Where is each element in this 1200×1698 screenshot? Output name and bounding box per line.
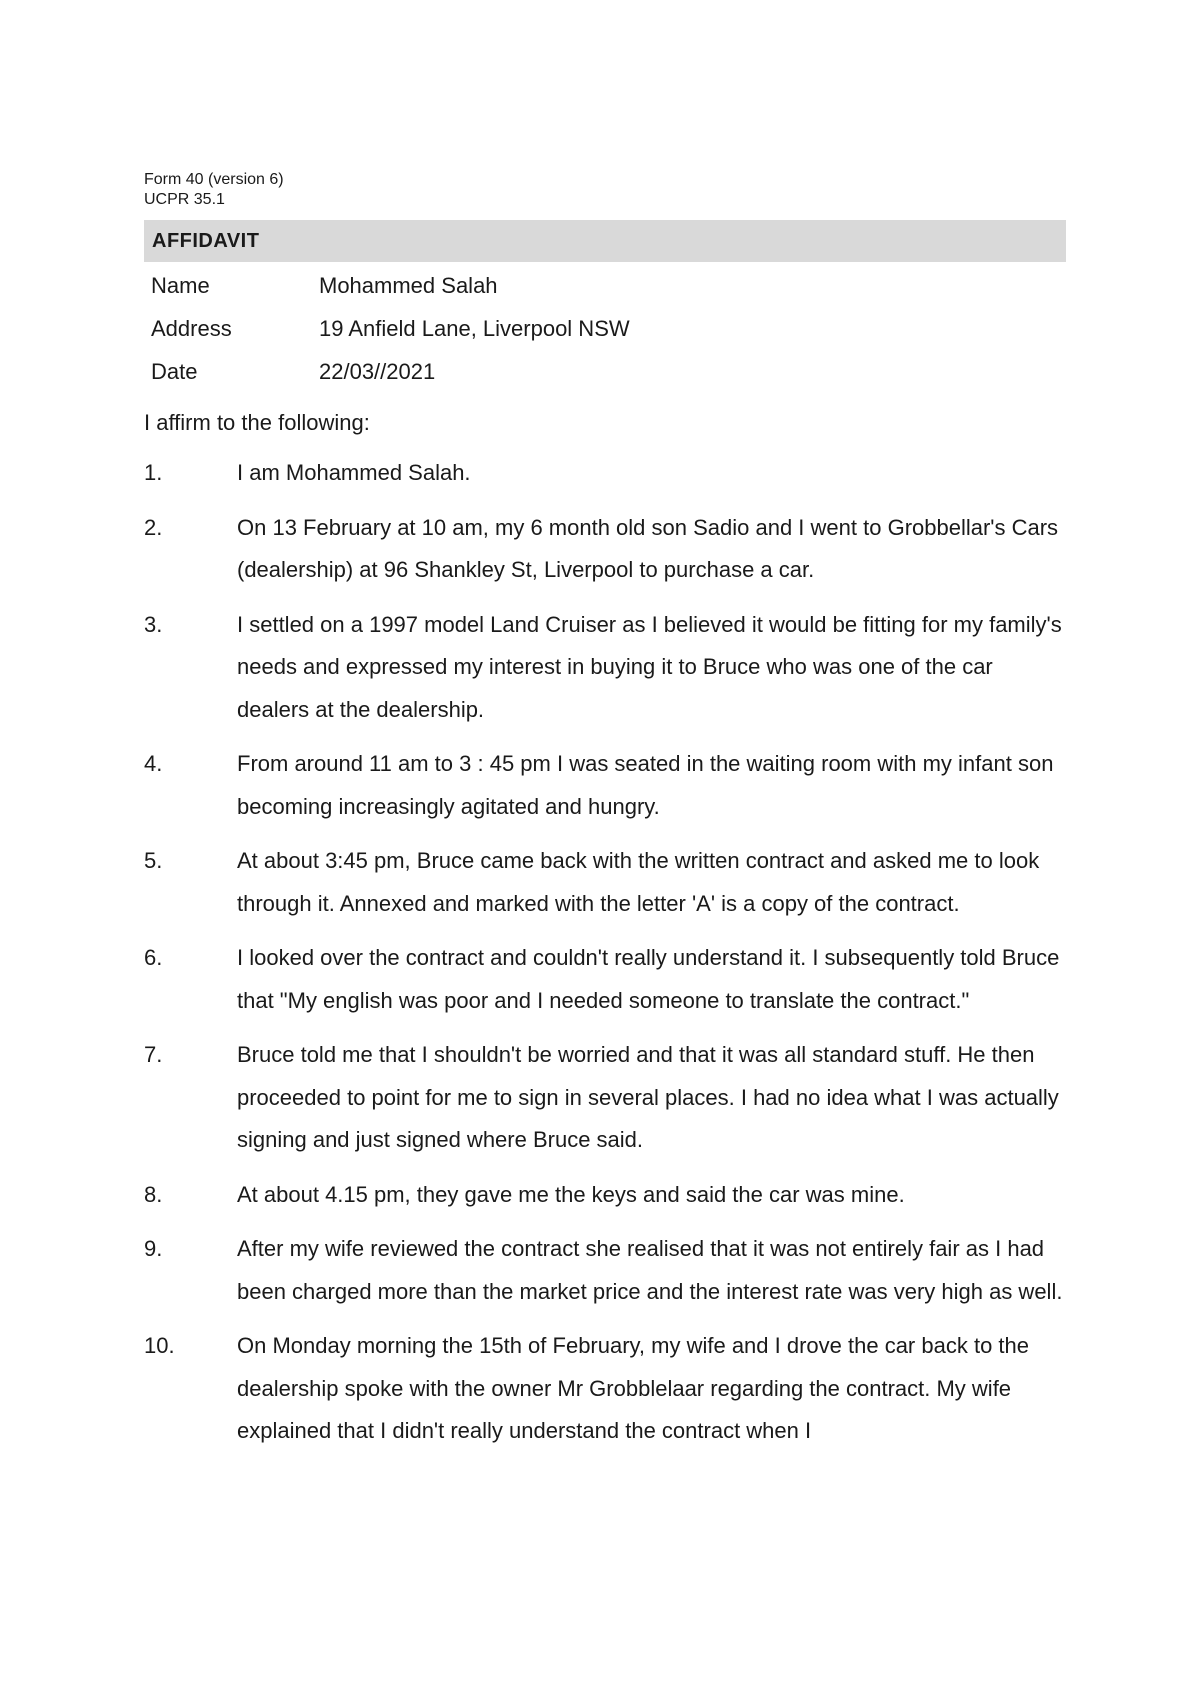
paragraph-number: 6. <box>144 945 163 970</box>
detail-label: Name <box>151 273 210 298</box>
detail-row-date <box>151 350 630 393</box>
numbered-paragraphs <box>144 452 1069 1465</box>
paragraph <box>144 840 1069 925</box>
paragraph <box>144 1034 1069 1162</box>
paragraph-number: 3. <box>144 611 163 637</box>
paragraph <box>144 507 1069 592</box>
detail-label: Address <box>151 316 232 341</box>
document-title: AFFIDAVIT <box>144 220 1066 262</box>
intro-statement: I affirm to the following: <box>144 410 370 435</box>
paragraph-text: On 13 February at 10 am, my 6 month old son Sadio and I went to Grobbellar's Cars (dealership) at 96 Shankley St, Liverpool to purchase a car. <box>237 514 1059 582</box>
paragraph <box>144 1174 1069 1217</box>
detail-label: Date <box>151 359 198 384</box>
detail-value: 22/03//2021 <box>319 359 436 384</box>
paragraph-text: On Monday morning the 15th of February, my wife and I drove the car back to the dealership spoke with the owner Mr Grobblelaar regarding the contract. My wife explained that I didn't really understand the contract when I <box>237 1333 1029 1443</box>
deponent-details <box>151 264 630 393</box>
paragraph-number: 10. <box>144 1333 175 1358</box>
paragraph-text: From around 11 am to 3 : 45 pm I was seated in the waiting room with my infant son becoming increasingly agitated and hungry. <box>237 751 1054 819</box>
detail-row-name <box>151 264 630 307</box>
paragraph-text: I settled on a 1997 model Land Cruiser as I believed it would be fitting for my family's needs and expressed my interest in buying it to Bruce who was one of the car dealers at the dealership. <box>237 611 1062 722</box>
paragraph-number: 9. <box>144 1236 163 1261</box>
detail-value: 19 Anfield Lane, Liverpool NSW <box>319 316 630 341</box>
detail-value: Mohammed Salah <box>319 273 498 298</box>
paragraph-text: I looked over the contract and couldn't really understand it. I subsequently told Bruce that "My english was poor and I needed someone to translate the contract." <box>237 945 1060 1013</box>
paragraph-number: 4. <box>144 751 163 776</box>
paragraph <box>144 1325 1069 1453</box>
detail-row-address <box>151 307 630 350</box>
paragraph-number: 8. <box>144 1181 163 1207</box>
paragraph <box>144 1228 1069 1313</box>
paragraph <box>144 937 1069 1022</box>
paragraph-number: 7. <box>144 1042 163 1067</box>
paragraph-text: After my wife reviewed the contract she realised that it was not entirely fair as I had been charged more than the market price and the interest rate was very high as well. <box>237 1236 1063 1304</box>
paragraph-text: I am Mohammed Salah. <box>237 460 471 485</box>
paragraph-text: Bruce told me that I shouldn't be worried and that it was all standard stuff. He then proceeded to point for me to sign in several places. I had no idea what I was actually signing and just signed where Bruce said. <box>237 1042 1059 1152</box>
form-rule: UCPR 35.1 <box>144 191 225 208</box>
paragraph <box>144 743 1069 828</box>
paragraph <box>144 452 1069 495</box>
paragraph-text: At about 3:45 pm, Bruce came back with the written contract and asked me to look through it. Annexed and marked with the letter 'A' is a copy of the contract. <box>237 848 1040 916</box>
paragraph-text: At about 4.15 pm, they gave me the keys and said the car was mine. <box>237 1181 905 1207</box>
paragraph <box>144 604 1069 732</box>
paragraph-number: 1. <box>144 460 163 485</box>
paragraph-number: 2. <box>144 514 163 540</box>
paragraph-number: 5. <box>144 848 163 873</box>
form-header <box>144 170 284 210</box>
form-version: Form 40 (version 6) <box>144 171 284 188</box>
